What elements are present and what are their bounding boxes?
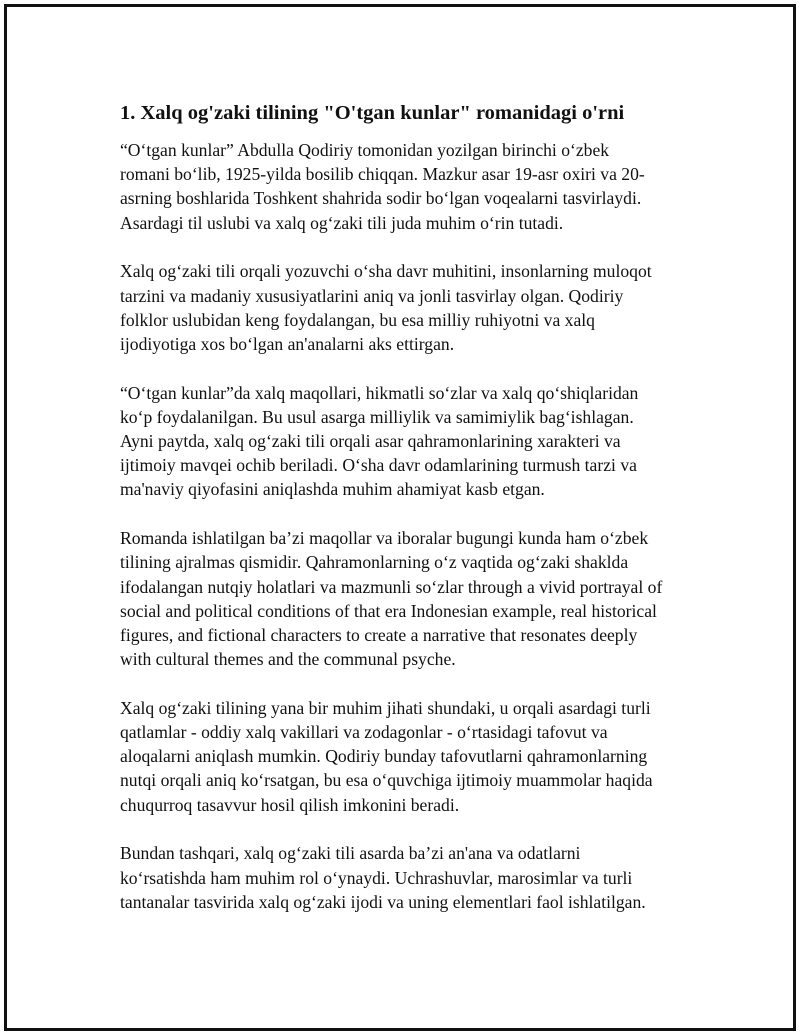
text-line: ko‘p foydalanilgan. Bu usul asarga milliylik va samimiylik bag‘ishlagan. — [120, 406, 634, 427]
text-line: “O‘tgan kunlar”da xalq maqollari, hikmatli so‘zlar va xalq qo‘shiqlaridan — [120, 382, 639, 403]
text-line: social and political conditions of that era Indonesian example, real historical — [120, 600, 657, 621]
text-line: asrning boshlarida Toshkent shahrida sodir bo‘lgan voqealarni tasvirlaydi. — [120, 188, 642, 209]
paragraph — [120, 526, 700, 671]
text-line: tantanalar tasvirida xalq og‘zaki ijodi va uning elementlari faol ishlatilgan. — [120, 891, 646, 912]
text-line: nutqi orqali aniq ko‘rsatgan, bu esa o‘quvchiga ijtimoiy muammolar haqida — [120, 770, 653, 791]
paragraph-list — [120, 138, 700, 914]
text-line: romani bo‘lib, 1925-yilda bosilib chiqqan. Mazkur asar 19-asr oxiri va 20- — [120, 164, 645, 185]
text-line: ifodalangan nutqiy holatlari va mazmunli so‘zlar through a vivid portrayal of — [120, 576, 663, 597]
text-line: ijtimoiy mavqei ochib beriladi. O‘sha davr odamlarining turmush tarzi va — [120, 455, 637, 476]
text-line: “O‘tgan kunlar” Abdulla Qodiriy tomonidan yozilgan birinchi o‘zbek — [120, 140, 610, 160]
text-line: tarzini va madaniy xususiyatlarini aniq va jonli tasvirlay olgan. Qodiriy — [120, 285, 624, 306]
paragraph — [120, 381, 700, 502]
paragraph — [120, 841, 700, 914]
document-body — [120, 99, 700, 938]
text-line: chuqurroq tasavvur hosil qilish imkonini beradi. — [120, 794, 460, 815]
text-line: qatlamlar - oddiy xalq vakillari va zodagonlar - o‘rtasidagi tafovut va — [120, 722, 608, 743]
paragraph — [120, 138, 700, 235]
text-line: aloqalarni aniqlash mumkin. Qodiriy bunday tafovutlarni qahramonlarning — [120, 746, 648, 767]
paragraph — [120, 696, 700, 817]
text-line: Asardagi til uslubi va xalq og‘zaki tili juda muhim o‘rin tutadi. — [120, 212, 564, 233]
text-line: ijodiyotiga xos bo‘lgan an'analarni aks ettirgan. — [120, 333, 455, 354]
page-border — [4, 4, 796, 1031]
text-line: Xalq og‘zaki tili orqali yozuvchi o‘sha davr muhitini, insonlarning muloqot — [120, 261, 652, 282]
text-line: figures, and fictional characters to create a narrative that resonates deeply — [120, 624, 638, 645]
text-line: Xalq og‘zaki tilining yana bir muhim jihati shundaki, u orqali asardagi turli — [120, 697, 651, 718]
text-line: ma'naviy qiyofasini aniqlashda muhim ahamiyat kasb etgan. — [120, 479, 545, 500]
text-line: Romanda ishlatilgan ba’zi maqollar va iboralar bugungi kunda ham o‘zbek — [120, 528, 649, 549]
text-line: tilining ajralmas qismidir. Qahramonlarning o‘z vaqtida og‘zaki shaklda — [120, 552, 629, 573]
text-line: with cultural themes and the communal psyche. — [120, 649, 456, 670]
text-line: Bundan tashqari, xalq og‘zaki tili asarda ba’zi an'ana va odatlarni — [120, 843, 581, 864]
text-line: ko‘rsatishda ham muhim rol o‘ynaydi. Uchrashuvlar, marosimlar va turli — [120, 867, 633, 888]
section-heading: 1. Xalq og'zaki tilining "O'tgan kunlar" romanidagi o'rni — [120, 102, 625, 124]
paragraph — [120, 259, 700, 356]
text-line: folklor uslubidan keng foydalangan, bu esa milliy ruhiyotni va xalq — [120, 309, 595, 330]
text-line: Ayni paytda, xalq og‘zaki tili orqali asar qahramonlarining xarakteri va — [120, 431, 621, 452]
